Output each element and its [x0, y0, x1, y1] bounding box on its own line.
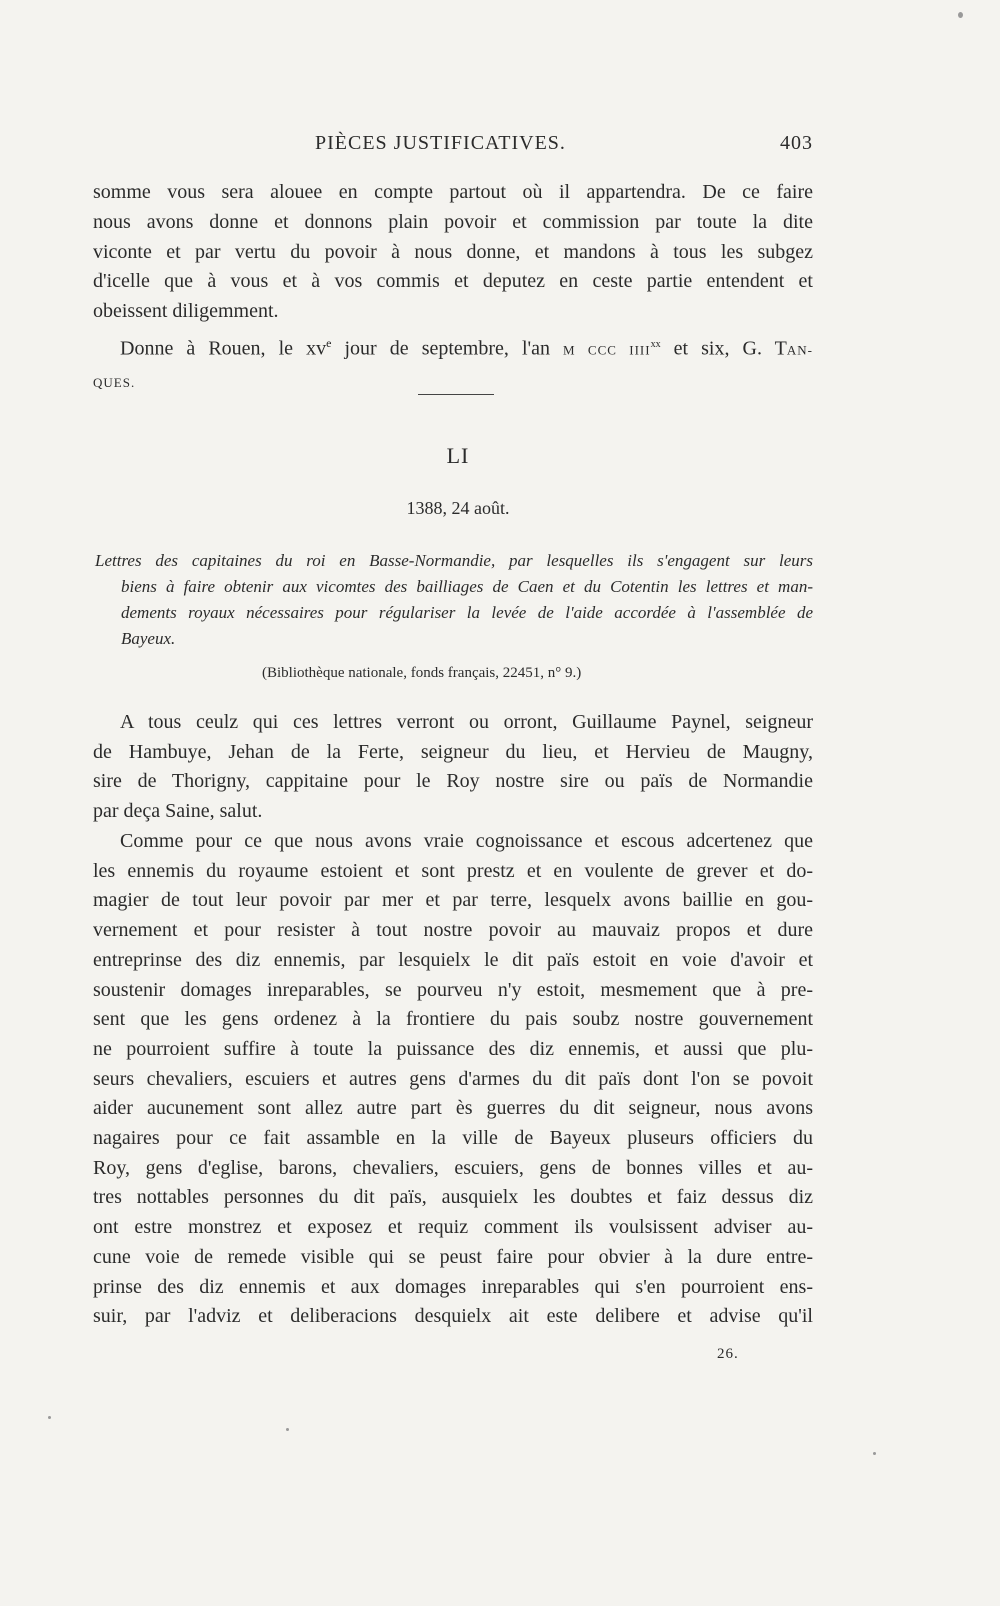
dating-clause-line [93, 328, 813, 366]
text-line: viconte et par vertu du povoir à nous donne, et mandons à tous les subgez [93, 240, 813, 263]
dating-text: et six, G. T [660, 337, 787, 360]
text-line: seurs chevaliers, escuiers et autres gens d'armes du dit païs dont l'on se povoit [93, 1067, 813, 1090]
text-line: prinse des diz ennemis et aux domages inreparables qui s'en pourroient ens- [93, 1275, 813, 1298]
text-line: A tous ceulz qui ces lettres verront ou orront, Guillaume Paynel, seigneur [120, 711, 813, 733]
text-line: les ennemis du royaume estoient et sont prestz et en voulente de grever et do- [93, 859, 813, 882]
page-header [93, 132, 813, 164]
superscript: xx [650, 339, 661, 350]
text-line: soustenir domages inreparables, se pourveu n'y estoit, mesmement que à pre- [93, 978, 813, 1001]
dating-text: Donne à Rouen, le xv [120, 337, 327, 360]
text-line: suir, par l'adviz et deliberacions desquielx ait este delibere et advise qu'il [93, 1305, 813, 1328]
page-number: 403 [780, 132, 813, 154]
text-line: nous avons donne et donnons plain povoir et commission par toute la dite [93, 210, 813, 233]
text-line: par deça Saine, salut. [93, 800, 263, 823]
text-line: Comme pour ce que nous avons vraie cognoissance et escous adcertenez que [120, 830, 813, 852]
section-divider [418, 394, 494, 395]
text-line: ne pourroient suffire à toute la puissance des diz ennemis, et aussi que plu- [93, 1037, 813, 1060]
text-line: magier de tout leur povoir par mer et par terre, lesquelx avons baillie en gou- [93, 889, 813, 912]
text-line: d'icelle que à vous et à vos commis et deputez en ceste partie entendent et [93, 270, 813, 293]
document-summary [95, 548, 813, 652]
text-line: entreprinse des diz ennemis, par lesquielx le dit païs estoit en voie d'avoir et [93, 948, 813, 971]
source-citation: (Bibliothèque nationale, fonds français, 22451, n° 9.) [262, 665, 582, 681]
signature-name-end: QUES. [93, 374, 136, 390]
running-title: PIÈCES JUSTIFICATIVES. [315, 132, 566, 154]
section-number: LI [446, 443, 470, 468]
text-line: nagaires pour ce fait assamble en la ville de Bayeux pluseurs officiers du [93, 1127, 813, 1150]
summary-line: dements royaux nécessaires pour régulariser la levée de l'aide accordée à l'assemblée de [121, 603, 813, 622]
dating-text: jour de septembre, l'an [331, 337, 564, 360]
superscript: e [326, 336, 332, 350]
roman-numeral: M CCC IIII [563, 342, 651, 358]
text-line: aider aucunement sont allez autre part ès guerres du dit seigneur, nous avons [93, 1097, 813, 1120]
text-line: sire de Thorigny, cappitaine pour le Roy nostre sire ou païs de Normandie [93, 770, 813, 793]
text-line: cune voie de remede visible qui se peust faire pour obvier à la dure entre- [93, 1245, 813, 1268]
text-line: obeissent diligemment. [93, 300, 279, 323]
text-line: sent que les gens ordenez à la frontiere du pais soubz nostre gouvernement [93, 1008, 813, 1031]
paper-speck [873, 1452, 876, 1455]
text-line: de Hambuye, Jehan de la Ferte, seigneur du lieu, et Hervieu de Maugny, [93, 740, 813, 763]
paper-speck [958, 12, 963, 18]
text-line: tres nottables personnes du dit païs, ausquielx les doubtes et faiz dessus diz [93, 1186, 813, 1209]
paper-speck [48, 1416, 51, 1419]
text-line: vernement et pour resister à tout nostre povoir au mauvaiz propos et dure [93, 919, 813, 942]
text-line: ont estre monstrez et exposez et requiz comment ils voulsissent adviser au- [93, 1216, 813, 1239]
summary-line: Bayeux. [121, 629, 176, 648]
dating-clause [93, 328, 813, 398]
summary-line: biens à faire obtenir aux vicomtes des bailliages de Caen et du Cotentin les lettres et man- [121, 577, 813, 596]
gathering-signature: 26. [717, 1346, 739, 1362]
paragraph-body [93, 827, 813, 1332]
summary-line: Lettres des capitaines du roi en Basse-Normandie, par lesquelles ils s'engagent sur leurs [95, 551, 813, 570]
paper-speck [286, 1428, 289, 1431]
section-date: 1388, 24 août. [406, 498, 510, 518]
paragraph-salutation [93, 708, 813, 827]
signature-name: AN- [786, 342, 813, 358]
text-line: Roy, gens d'eglise, barons, chevaliers, escuiers, gens de bonnes villes et au- [93, 1156, 813, 1179]
text-line: somme vous sera alouee en compte partout où il appartendra. De ce faire [93, 181, 813, 203]
paragraph-continuation [93, 178, 813, 327]
